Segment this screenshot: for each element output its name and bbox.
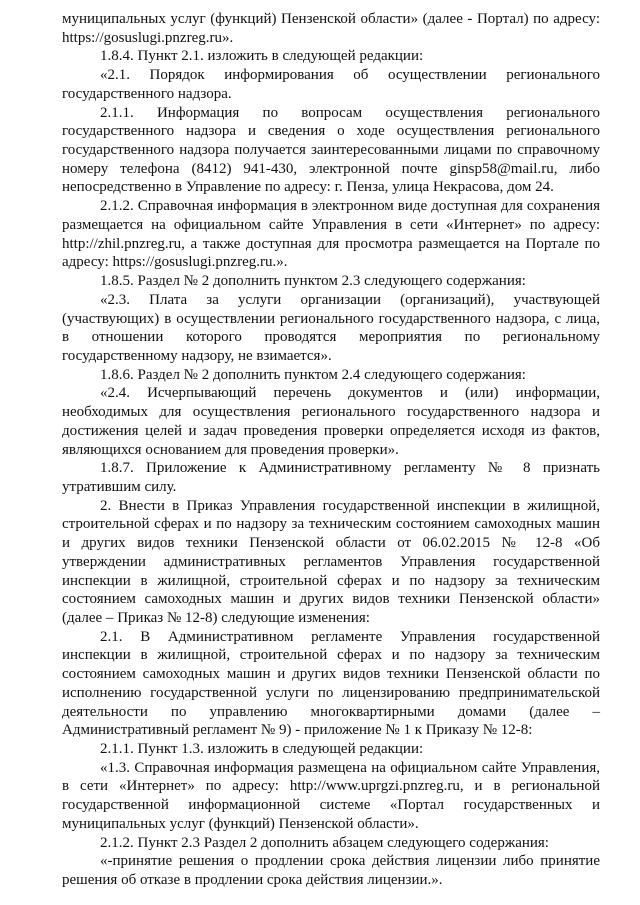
paragraph-9: «2.4. Исчерпывающий перечень документов и (или) информации, необходимых для осуществления регионального государственного надзора и достижения целей и задач проведения проверки определяется исходя из фактов, являющихся основанием для проведения проверки». — [62, 385, 600, 458]
paragraph-8: 1.8.6. Раздел № 2 дополнить пунктом 2.4 следующего содержания: — [100, 366, 526, 383]
paragraph-15: 2.1.2. Пункт 2.3 Раздел 2 дополнить абзацем следующего содержания: — [100, 834, 549, 851]
paragraph-14: «1.3. Справочная информация размещена на официальном сайте Управления, в сети «Интернет» по адресу: http://www.uprgzi.pnzreg.ru, и в региональной государственной информационной системе «Портал государственных и муниципальных услуг (функций) Пензенской области». — [62, 759, 600, 832]
paragraph-5: 2.1.2. Справочная информация в электронном виде доступная для сохранения размещается на официальном сайте Управления в сети «Интернет» по адресу: http://zhil.pnzreg.ru, а также доступная для просмотра размещается на Портале по адресу: https://gosuslugi.pnzreg.ru.». — [62, 198, 600, 271]
paragraph-3: «2.1. Порядок информирования об осуществлении регионального государственного надзора. — [62, 67, 600, 102]
paragraph-10: 1.8.7. Приложение к Административному регламенту № 8 признать утратившим силу. — [62, 460, 600, 495]
document-page — [62, 10, 600, 890]
paragraph-11: 2. Внести в Приказ Управления государственной инспекции в жилищной, строительной сферах и по надзору за техническим состоянием самоходных машин и других видов техники Пензенской области от 06.02.2015 № 12-8 «Об утверждении административных регламентов Управления государственной инспекции в жилищной, строительной сферах и по надзору за техническим состоянием самоходных машин и других видов техники Пензенской области» (далее – Приказ № 12-8) следующие изменения: — [62, 497, 600, 626]
paragraph-4: 2.1.1. Информация по вопросам осуществления регионального государственного надзора и сведения о ходе осуществления регионального государственного надзора получается заинтересованными лицами по справочному номеру телефона (8412) 941-430, электронной почте ginsp58@mail.ru, либо непосредственно в Управление по адресу: г. Пенза, улица Некрасова, дом 24. — [62, 104, 600, 196]
paragraph-13: 2.1.1. Пункт 1.3. изложить в следующей редакции: — [100, 741, 424, 758]
paragraph-2: 1.8.4. Пункт 2.1. изложить в следующей редакции: — [100, 48, 424, 65]
paragraph-6: 1.8.5. Раздел № 2 дополнить пунктом 2.3 следующего содержания: — [100, 273, 526, 290]
paragraph-7: «2.3. Плата за услуги организации (организаций), участвующей (участвующих) в осуществлении регионального государственного надзора, с лица, в отношении которого проводятся мероприятия по региональному государственному надзору, не взимается». — [62, 291, 600, 364]
paragraph-12: 2.1. В Административном регламенте Управления государственной инспекции в жилищной, строительной сферах и по надзору за техническим состоянием самоходных машин и других видов техники Пензенской области по исполнению государственной услуги по лицензированию предпринимательской деятельности по управлению многоквартирными домами (далее – Административный регламент № 9) - приложение № 1 к Приказу № 12-8: — [62, 628, 600, 739]
paragraph-1: муниципальных услуг (функций) Пензенской области» (далее - Портал) по адресу: https://gosuslugi.pnzreg.ru». — [62, 11, 600, 46]
paragraph-16: «-принятие решения о продлении срока действия лицензии либо принятие решения об отказе в продлении срока действия лицензии.». — [62, 853, 600, 889]
